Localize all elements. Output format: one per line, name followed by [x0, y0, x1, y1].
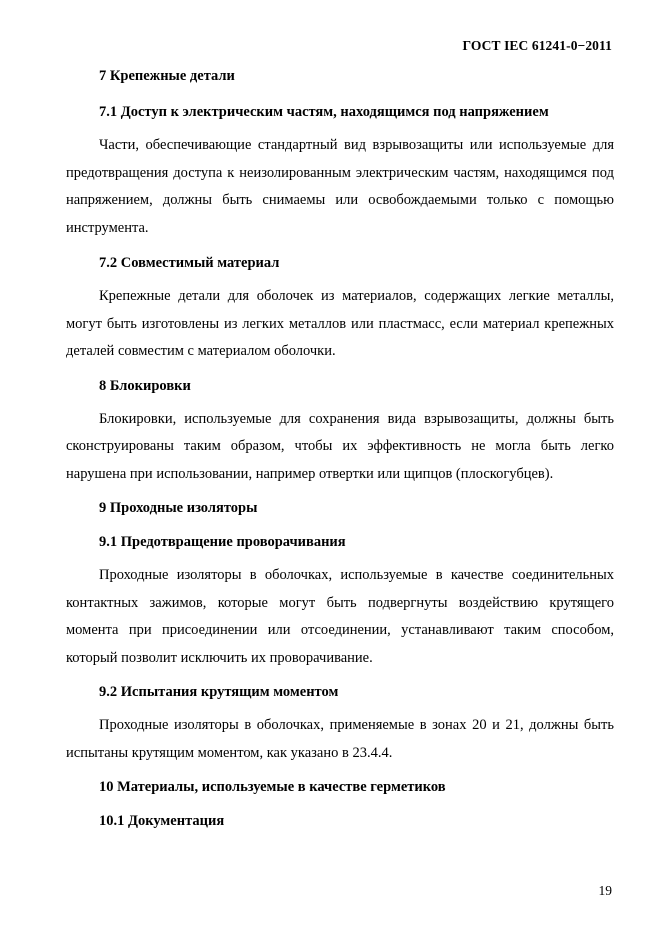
page-number: 19	[598, 883, 612, 898]
section-8-heading: 8 Блокировки	[99, 377, 191, 394]
section-7-1-heading: 7.1 Доступ к электрическим частям, находящимся под напряжением	[99, 104, 549, 120]
section-7-2-text: Крепежные детали для оболочек из материалов, содержащих легкие металлы, могут быть изготовлены из легких металлов или пластмасс, если материал крепежных деталей совместим с материалом оболочки.	[66, 288, 614, 359]
section-10-1-heading: 10.1 Документация	[99, 813, 225, 829]
section-7-1-text: Части, обеспечивающие стандартный вид взрывозащиты или используемые для предотвращения доступа к неизолированным электрическим частям, находящимся под напряжением, должны быть снимаемы или освобождаемыми только с помощью инструмента.	[66, 137, 614, 236]
section-7-2-heading: 7.2 Совместимый материал	[99, 255, 280, 271]
section-7-heading: 7 Крепежные детали	[99, 68, 235, 84]
section-9-2-heading: 9.2 Испытания крутящим моментом	[99, 684, 339, 700]
document-standard-code: ГОСТ IEC 61241-0−2011	[462, 38, 612, 53]
section-9-2-text: Проходные изоляторы в оболочках, применяемые в зонах 20 и 21, должны быть испытаны крутящим моментом, как указано в 23.4.4.	[66, 717, 614, 761]
section-9-heading: 9 Проходные изоляторы	[99, 500, 258, 516]
section-10-heading: 10 Материалы, используемые в качестве герметиков	[99, 779, 446, 795]
section-9-1-text: Проходные изоляторы в оболочках, используемые в качестве соединительных контактных зажимов, которые могут быть подвергнуты воздействию крутящего момента при присоединении или отсоединении, устанавливают таким способом, который позволит исключить их проворачивание.	[66, 567, 614, 666]
section-8-text: Блокировки, используемые для сохранения вида взрывозащиты, должны быть сконструированы таким образом, чтобы их эффективность не могла быть легко нарушена при использовании, например отвертки или щипцов (плоскогубцев).	[66, 410, 614, 482]
section-9-1-heading: 9.1 Предотвращение проворачивания	[99, 534, 346, 550]
document-body	[66, 62, 614, 835]
